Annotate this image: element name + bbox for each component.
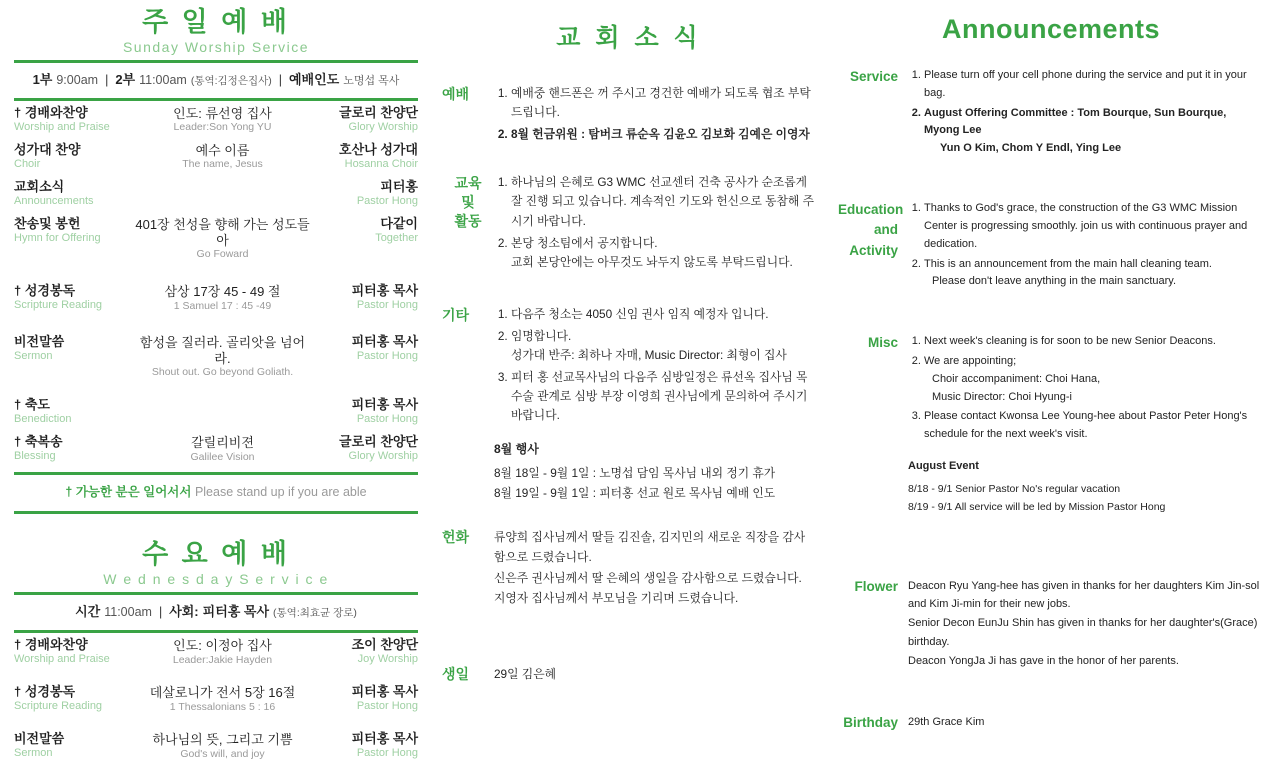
order-label-ko: † 경배와찬양 <box>14 636 88 652</box>
sunday-second-label: 2부 <box>115 71 136 87</box>
announcements-column <box>830 0 1280 777</box>
news-block-body <box>494 173 816 275</box>
order-person-en: Glory Worship <box>348 120 418 133</box>
ann-item-sub: Please don't leave anything in the main sanctuary. <box>932 275 1177 288</box>
sunday-title-en: Sunday Worship Service <box>122 38 310 55</box>
order-row <box>14 330 418 383</box>
wednesday-service-meta <box>14 595 418 625</box>
news-item-sub: 성가대 반주: 최하나 자매, Music Director: 최형이 집사 <box>511 348 787 363</box>
ann-item: 1. Next week's cleaning is for soon to be new Senior Deacons. <box>924 333 1264 351</box>
ann-item-cont: Yun O Kim, Chom Y Endl, Ying Lee <box>940 142 1122 155</box>
order-detail-en: The name, Jesus <box>182 158 263 171</box>
order-detail-en: Go Foward <box>196 248 249 261</box>
order-label <box>14 106 132 134</box>
news-block-tag <box>442 173 494 275</box>
order-label-en: Scripture Reading <box>14 298 103 311</box>
news-block-worship <box>442 84 816 147</box>
order-person-ko: 피터홍 목사 <box>351 282 418 298</box>
spacer <box>14 670 418 680</box>
order-person <box>313 335 418 363</box>
order-row <box>14 727 418 764</box>
news-item <box>511 327 816 365</box>
order-detail-en: 1 Thessalonians 5 : 16 <box>169 700 276 713</box>
stand-up-note-en: Please stand up if you are able <box>194 485 367 500</box>
order-label-ko: 성가대 찬양 <box>14 141 81 157</box>
order-row <box>14 430 418 467</box>
august-event-line: 8/18 - 9/1 Senior Pastor No's regular vacation <box>908 482 1121 495</box>
order-detail <box>132 143 313 171</box>
news-block-tag: 기타 <box>442 306 470 323</box>
order-detail-ko: 하나님의 뜻, 그리고 기쁨 <box>152 732 293 748</box>
wednesday-time: 11:00am <box>104 604 152 619</box>
order-person-ko: 다같이 <box>380 216 418 232</box>
order-label-ko: 비전말씀 <box>14 334 65 350</box>
order-person-en: Pastor Hong <box>356 700 418 713</box>
order-person-en: Pastor Hong <box>356 195 418 207</box>
order-detail-ko: 예수 이름 <box>195 142 250 158</box>
order-label-en: Blessing <box>14 450 56 462</box>
order-row <box>14 279 418 316</box>
worship-column <box>0 0 430 777</box>
order-label <box>14 398 132 426</box>
order-label-en: Sermon <box>14 350 53 363</box>
news-item: 1. 다음주 청소는 4050 신임 권사 임직 예정자 입니다. <box>511 305 816 324</box>
news-item: 3. 피터 홍 선교목사님의 다음주 심방일정은 류선옥 집사님 목 수술 관계로 심방 부장 이영희 권사님에게 문의하여 주시기 바랍니다. <box>511 368 816 425</box>
order-person-en: Pastor Hong <box>356 747 418 760</box>
spacer <box>14 717 418 727</box>
august-event-title: August Event <box>908 460 979 472</box>
sunday-title-ko: 주 일 예 배 <box>142 7 290 37</box>
ann-block-body <box>908 200 1264 293</box>
order-person-ko: 피터홍 목사 <box>351 334 418 350</box>
order-person <box>313 106 418 134</box>
order-detail <box>132 435 313 463</box>
order-person <box>313 398 418 426</box>
order-detail <box>132 685 313 713</box>
news-item <box>511 234 816 272</box>
order-label-ko: † 축도 <box>14 396 50 412</box>
order-label <box>14 335 132 363</box>
ann-tag-line3: Activity <box>849 242 898 258</box>
august-event-line: 8/19 - 9/1 All service will be led by Mission Pastor Hong <box>908 501 1166 514</box>
sunday-second-note: (통역:김정은집사) <box>190 74 272 87</box>
ann-block-body <box>908 333 1264 516</box>
sunday-first-label: 1부 <box>32 71 53 87</box>
ann-item-text: We are appointing; <box>924 354 1017 367</box>
spacer <box>14 265 418 279</box>
ann-tag-line2: and <box>873 222 898 238</box>
wednesday-service-title <box>14 540 418 587</box>
order-detail-en: Leader:Son Yong YU <box>173 121 272 134</box>
order-label-en: Scripture Reading <box>14 700 103 713</box>
order-detail-en: Leader:Jakie Hayden <box>172 653 273 666</box>
order-person <box>313 685 418 713</box>
order-detail <box>132 106 313 134</box>
order-person <box>313 217 418 245</box>
order-detail-en: Galilee Vision <box>190 450 255 463</box>
order-label-en: Worship and Praise <box>14 652 110 665</box>
order-person-en: Glory Worship <box>348 450 418 462</box>
news-block-body <box>494 664 816 684</box>
order-row <box>14 101 418 138</box>
order-detail <box>132 335 313 379</box>
order-label-ko: 교회소식 <box>14 179 65 195</box>
news-line: 지영자 집사님께서 부모님을 기리며 드렸습니다. <box>494 590 739 605</box>
august-event-en <box>908 458 1264 517</box>
order-label-en: Announcements <box>14 195 94 207</box>
ann-block-tag: Service <box>849 69 898 84</box>
sunday-order-list <box>14 101 418 468</box>
order-person <box>313 435 418 463</box>
order-label-ko: 찬송및 봉헌 <box>14 216 81 232</box>
sunday-second-time: 11:00am <box>139 72 187 87</box>
news-line: 29일 김은혜 <box>494 667 556 682</box>
ann-item <box>924 105 1264 158</box>
ann-item: 1. Please turn off your cell phone during the service and put it in your bag. <box>924 67 1264 103</box>
ann-block-service <box>838 67 1264 160</box>
order-row <box>14 680 418 717</box>
news-block-tag: 생일 <box>442 666 470 683</box>
order-label <box>14 217 132 245</box>
order-person-ko: 글로리 찬양단 <box>339 104 418 120</box>
august-event-line: 8월 19일 - 9월 1일 : 피터홍 선교 원로 목사님 예배 인도 <box>494 486 776 501</box>
ann-tag-line1: Education <box>838 202 904 218</box>
order-row <box>14 393 418 430</box>
order-label-en: Worship and Praise <box>14 120 110 133</box>
ann-block-tag: Misc <box>867 335 898 351</box>
order-person-ko: 조이 찬양단 <box>351 636 418 652</box>
sunday-guide-name: 노명섭 목사 <box>343 74 400 87</box>
order-label <box>14 732 132 760</box>
sunday-guide-label: 예배인도 <box>289 71 340 87</box>
announcements-title: Announcements <box>941 14 1161 44</box>
news-block-misc <box>442 305 816 503</box>
news-tag-line1: 교육 <box>454 175 482 192</box>
ann-block-tag: Flower <box>854 578 898 594</box>
news-item-text: 임명합니다. <box>511 328 572 343</box>
order-person <box>313 180 418 208</box>
ann-block-tag <box>838 200 908 293</box>
order-person-en: Hosanna Choir <box>344 157 418 170</box>
ann-block-flower <box>838 577 1264 672</box>
news-block-education <box>442 173 816 275</box>
wednesday-title-en: W e d n e s d a y S e r v i c e <box>103 570 329 587</box>
order-row <box>14 633 418 670</box>
order-detail-ko: 인도: 류선영 집사 <box>173 105 272 121</box>
order-person <box>313 732 418 760</box>
ann-block-body <box>908 577 1264 672</box>
order-row <box>14 138 418 175</box>
order-label-en: Benediction <box>14 412 72 425</box>
wednesday-time-label: 시간 <box>75 603 101 619</box>
news-line: 신은주 권사님께서 딸 은혜의 생일을 감사함으로 드렸습니다. <box>494 570 802 585</box>
order-label <box>14 180 132 208</box>
meta-separator-2: | <box>278 72 282 87</box>
order-person <box>313 638 418 666</box>
order-row <box>14 212 418 265</box>
order-label-ko: † 경배와찬양 <box>14 104 88 120</box>
order-person-ko: 글로리 찬양단 <box>339 434 418 450</box>
news-block-tag: 예배 <box>442 86 470 102</box>
order-detail-ko: 인도: 이정아 집사 <box>173 637 272 653</box>
news-item: 2. 8월 헌금위원 : 탐버크 류순옥 김윤오 김보화 김예은 이영자 <box>511 125 816 144</box>
ann-item <box>924 256 1264 292</box>
news-block-body <box>494 84 816 147</box>
order-detail-ko: 401장 천성을 향해 가는 성도들아 <box>135 217 310 248</box>
order-person-ko: 피터홍 목사 <box>351 396 418 412</box>
ann-line: Deacon Ryu Yang-hee has given in thanks for her daughters Kim Jin-sol and Kim Ji-min for their new jobs. <box>908 579 1260 611</box>
ann-block-body <box>908 713 1264 733</box>
ann-item-sub: Choir accompaniment: Choi Hana, <box>932 372 1101 385</box>
order-person-en: Together <box>375 232 418 245</box>
news-item: 1. 예배중 핸드폰은 꺼 주시고 경건한 예배가 되도록 협조 부탁드립니다. <box>511 84 816 122</box>
stand-up-note-ko: † 가능한 분은 일어서서 <box>65 485 192 500</box>
order-person-ko: 피터홍 <box>380 179 418 195</box>
spacer <box>14 514 418 540</box>
spacer <box>14 383 418 393</box>
order-person-ko: 피터홍 목사 <box>351 684 418 700</box>
order-label <box>14 685 132 713</box>
sunday-service-meta <box>14 63 418 93</box>
news-item-text: 본당 청소팀에서 공지합니다. <box>511 235 658 250</box>
wednesday-title-ko: 수 요 예 배 <box>142 539 290 570</box>
news-item-sub: 교회 본당안에는 아무것도 놔두지 않도록 부탁드립니다. <box>511 254 793 269</box>
order-person-en: Pastor Hong <box>356 412 418 425</box>
news-item: 1. 하나님의 은혜로 G3 WMC 선교센터 건축 공사가 순조롭게 잘 진행 되고 있습니다. 계속적인 기도와 헌신으로 동참해 주시기 바랍니다. <box>511 173 816 230</box>
news-block-tag: 헌화 <box>442 529 470 546</box>
order-person-en: Pastor Hong <box>356 298 418 311</box>
ann-line: Deacon YongJa Ji has gave in the honor of her parents. <box>908 655 1179 668</box>
wednesday-order-list <box>14 633 418 765</box>
ann-block-body <box>908 67 1264 160</box>
ann-line: Senior Decon EunJu Shin has given in thanks for her daughter's(Grace) birthday. <box>908 617 1258 649</box>
order-label-ko: † 축복송 <box>14 434 63 450</box>
sunday-first-time: 9:00am <box>56 72 99 87</box>
order-detail-en: Shout out. Go beyond Goliath. <box>151 366 294 379</box>
order-label <box>14 143 132 171</box>
meta-separator-1: | <box>105 72 109 87</box>
order-detail-ko: 삼상 17장 45 - 49 절 <box>164 283 281 299</box>
order-label <box>14 284 132 312</box>
august-event-title: 8월 행사 <box>494 441 539 456</box>
order-detail <box>132 284 313 312</box>
news-tag-line3: 활동 <box>454 213 482 230</box>
ann-block-education <box>838 200 1264 293</box>
ann-block-birthday <box>838 713 1264 733</box>
august-event-line: 8월 18일 - 9월 1일 : 노명섭 담임 목사님 내외 정기 휴가 <box>494 465 776 480</box>
wednesday-host-name: 피터홍 목사 <box>202 603 270 619</box>
order-person-ko: 피터홍 목사 <box>351 731 418 747</box>
order-detail-ko: 함성을 질러라. 골리앗을 넘어라. <box>139 335 306 366</box>
order-label-ko: 비전말씀 <box>14 731 65 747</box>
order-detail-ko: 데살로니가 전서 5장 16절 <box>149 685 296 701</box>
church-news-column <box>430 0 830 777</box>
ann-line: 29th Grace Kim <box>908 716 985 729</box>
order-row <box>14 175 418 212</box>
news-block-flower <box>442 527 816 608</box>
order-person <box>313 143 418 171</box>
order-person-en: Joy Worship <box>357 652 418 665</box>
order-label <box>14 435 132 463</box>
order-detail-en: God's will, and joy <box>180 747 265 760</box>
ann-item: 3. Please contact Kwonsa Lee Young-hee about Pastor Peter Hong's schedule for the next week's visit. <box>924 408 1264 444</box>
ann-item-text: August Offering Committee : Tom Bourque, Sun Bourque, Myong Lee <box>924 106 1227 137</box>
ann-item <box>924 353 1264 406</box>
news-block-birthday <box>442 664 816 684</box>
news-block-body <box>494 527 816 608</box>
order-detail <box>132 638 313 666</box>
stand-up-note <box>14 475 418 506</box>
order-label-en: Choir <box>14 157 41 170</box>
order-detail-en: 1 Samuel 17 : 45 -49 <box>173 299 272 312</box>
church-news-title: 교 회 소 식 <box>556 24 702 52</box>
order-label-en: Sermon <box>14 747 53 760</box>
sunday-service-title <box>14 8 418 55</box>
order-label-ko: † 성경봉독 <box>14 684 76 700</box>
order-label <box>14 638 132 666</box>
order-label-en: Hymn for Offering <box>14 232 101 245</box>
spacer <box>14 316 418 330</box>
order-label-ko: † 성경봉독 <box>14 282 76 298</box>
news-block-body <box>494 305 816 503</box>
ann-item-sub2: Music Director: Choi Hyung-i <box>932 390 1072 403</box>
wednesday-host-label: 사회: <box>169 603 199 619</box>
news-line: 류양희 집사님께서 딸들 김진솔, 김지민의 새로운 직장을 감사함으로 드렸습니다. <box>494 530 806 565</box>
meta-separator-3: | <box>158 604 163 619</box>
ann-block-misc <box>838 333 1264 516</box>
order-person-en: Pastor Hong <box>356 350 418 363</box>
ann-item: 1. Thanks to God's grace, the construction of the G3 WMC Mission Center is progressing smoothly. join us with continuous prayer and dedication. <box>924 200 1264 253</box>
wednesday-host-note: (통역:최효균 장로) <box>273 606 357 619</box>
order-detail <box>132 217 313 261</box>
order-detail <box>132 732 313 760</box>
ann-item-text: This is an announcement from the main hall cleaning team. <box>924 257 1212 270</box>
order-detail-ko: 갈릴리비젼 <box>191 435 254 451</box>
ann-block-tag: Birthday <box>843 715 898 731</box>
order-person <box>313 284 418 312</box>
order-person-ko: 호산나 성가대 <box>339 141 418 157</box>
news-tag-line2: 및 <box>461 194 475 211</box>
august-event-ko <box>494 440 816 504</box>
